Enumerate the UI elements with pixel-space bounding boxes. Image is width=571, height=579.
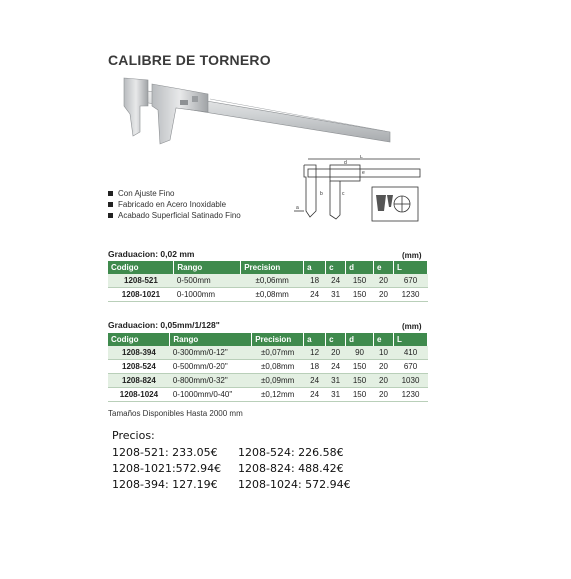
cell-range: 0-500mm bbox=[174, 274, 241, 288]
cell-precision: ±0,06mm bbox=[241, 274, 304, 288]
price-item: 1208-1024: 572.94€ bbox=[238, 478, 351, 491]
column-header: e bbox=[374, 261, 394, 274]
table1-graduation: Graduacion: 0,02 mm bbox=[108, 249, 195, 259]
cell-l: 670 bbox=[393, 360, 427, 374]
cell-c: 31 bbox=[326, 288, 346, 302]
table-header-row bbox=[108, 333, 428, 346]
cell-c: 24 bbox=[326, 274, 346, 288]
table-row bbox=[108, 274, 428, 288]
table-row bbox=[108, 374, 428, 388]
cell-precision: ±0,07mm bbox=[252, 346, 304, 360]
cell-l: 1230 bbox=[393, 388, 427, 402]
diagram-label-d: d bbox=[344, 160, 347, 166]
column-header: Precision bbox=[241, 261, 304, 274]
cell-d: 150 bbox=[346, 374, 374, 388]
cell-e: 20 bbox=[374, 374, 394, 388]
cell-l: 410 bbox=[393, 346, 427, 360]
cell-d: 150 bbox=[346, 288, 374, 302]
prices-title: Precios: bbox=[112, 429, 155, 442]
table-row bbox=[108, 360, 428, 374]
column-header: L bbox=[393, 261, 427, 274]
cell-a: 12 bbox=[304, 346, 326, 360]
column-header: L bbox=[393, 333, 427, 346]
cell-code: 1208-824 bbox=[108, 374, 170, 388]
cell-c: 31 bbox=[326, 388, 346, 402]
column-header: a bbox=[304, 261, 326, 274]
diagram-label-a: a bbox=[296, 205, 299, 211]
cell-range: 0-500mm/0-20" bbox=[170, 360, 252, 374]
cell-c: 31 bbox=[326, 374, 346, 388]
table-row bbox=[108, 288, 428, 302]
column-header: a bbox=[304, 333, 326, 346]
table2-graduation: Graduacion: 0,05mm/1/128" bbox=[108, 320, 220, 330]
price-item: 1208-394: 127.19€ bbox=[112, 478, 218, 491]
diagram-label-e: e bbox=[362, 170, 365, 176]
diagram-label-c: c bbox=[342, 191, 345, 197]
cell-a: 24 bbox=[304, 374, 326, 388]
cell-precision: ±0,12mm bbox=[252, 388, 304, 402]
cell-l: 1030 bbox=[393, 374, 427, 388]
table2-unit: (mm) bbox=[402, 322, 422, 331]
cell-d: 90 bbox=[346, 346, 374, 360]
diagram-label-length: L bbox=[360, 155, 363, 160]
cell-a: 24 bbox=[304, 288, 326, 302]
cell-a: 18 bbox=[304, 274, 326, 288]
cell-code: 1208-394 bbox=[108, 346, 170, 360]
column-header: e bbox=[374, 333, 394, 346]
cell-range: 0-1000mm bbox=[174, 288, 241, 302]
cell-a: 24 bbox=[304, 388, 326, 402]
cell-range: 0-300mm/0-12" bbox=[170, 346, 252, 360]
spec-table-1 bbox=[108, 261, 428, 302]
cell-code: 1208-1024 bbox=[108, 388, 170, 402]
cell-precision: ±0,08mm bbox=[252, 360, 304, 374]
table-header-row bbox=[108, 261, 428, 274]
column-header: d bbox=[346, 261, 374, 274]
feature-list bbox=[108, 188, 241, 221]
cell-d: 150 bbox=[346, 274, 374, 288]
column-header: Codigo bbox=[108, 333, 170, 346]
cell-code: 1208-521 bbox=[108, 274, 174, 288]
cell-e: 20 bbox=[374, 388, 394, 402]
cell-l: 1230 bbox=[393, 288, 427, 302]
technical-diagram bbox=[294, 155, 426, 225]
column-header: d bbox=[346, 333, 374, 346]
column-header: Rango bbox=[174, 261, 241, 274]
diagram-label-b: b bbox=[320, 191, 323, 197]
caliper-product-image bbox=[100, 70, 400, 152]
feature-item: Acabado Superficial Satinado Fino bbox=[108, 210, 241, 221]
cell-precision: ±0,09mm bbox=[252, 374, 304, 388]
table-row bbox=[108, 388, 428, 402]
column-header: Precision bbox=[252, 333, 304, 346]
table-row bbox=[108, 346, 428, 360]
price-item: 1208-521: 233.05€ bbox=[112, 446, 218, 459]
cell-range: 0-800mm/0-32" bbox=[170, 374, 252, 388]
column-header: c bbox=[326, 333, 346, 346]
cell-c: 24 bbox=[326, 360, 346, 374]
feature-item: Con Ajuste Fino bbox=[108, 188, 241, 199]
column-header: c bbox=[326, 261, 346, 274]
feature-item: Fabricado en Acero Inoxidable bbox=[108, 199, 241, 210]
price-item: 1208-824: 488.42€ bbox=[238, 462, 344, 475]
availability-note: Tamaños Disponibles Hasta 2000 mm bbox=[108, 409, 243, 418]
cell-e: 20 bbox=[374, 274, 394, 288]
column-header: Codigo bbox=[108, 261, 174, 274]
price-item: 1208-524: 226.58€ bbox=[238, 446, 344, 459]
cell-code: 1208-1021 bbox=[108, 288, 174, 302]
cell-precision: ±0,08mm bbox=[241, 288, 304, 302]
cell-a: 18 bbox=[304, 360, 326, 374]
cell-d: 150 bbox=[346, 388, 374, 402]
cell-l: 670 bbox=[393, 274, 427, 288]
spec-table-2 bbox=[108, 333, 428, 402]
cell-e: 20 bbox=[374, 360, 394, 374]
cell-d: 150 bbox=[346, 360, 374, 374]
cell-e: 10 bbox=[374, 346, 394, 360]
price-item: 1208-1021:572.94€ bbox=[112, 462, 222, 475]
cell-range: 0-1000mm/0-40" bbox=[170, 388, 252, 402]
column-header: Rango bbox=[170, 333, 252, 346]
cell-c: 20 bbox=[326, 346, 346, 360]
cell-e: 20 bbox=[374, 288, 394, 302]
cell-code: 1208-524 bbox=[108, 360, 170, 374]
table1-unit: (mm) bbox=[402, 251, 422, 260]
page-title: CALIBRE DE TORNERO bbox=[108, 52, 271, 68]
